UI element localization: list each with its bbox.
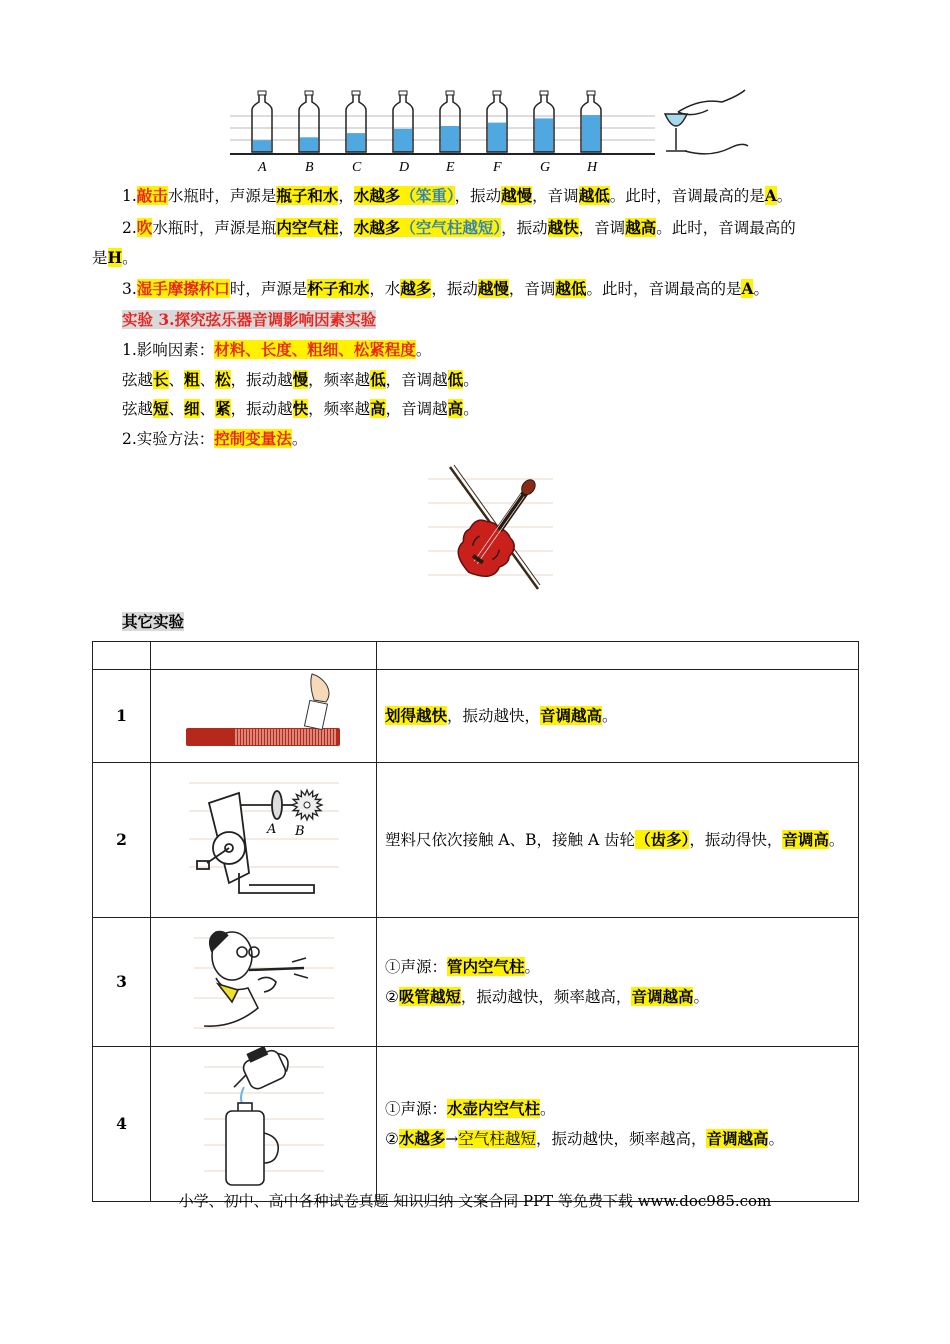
- hand-icon: [678, 90, 748, 154]
- desc-segment: 音调越高: [706, 1129, 769, 1148]
- desc-segment: ，振动得快，: [689, 831, 783, 849]
- desc-segment: 水壶内空气柱: [447, 1099, 541, 1118]
- exp3-method: 2.实验方法：控制变量法。: [122, 429, 308, 448]
- desc-segment: 划得越快: [385, 706, 448, 725]
- bottle-label: B: [305, 160, 314, 175]
- desc-segment: 音调越高: [631, 987, 694, 1006]
- row-desc: [377, 1047, 859, 1202]
- desc-segment: ，振动越快，频率越高，: [460, 988, 632, 1006]
- bottle-icon: [346, 91, 366, 175]
- exp3-line-high: 弦越短、细、紧，振动越快，频率越高，音调越高。: [122, 399, 479, 418]
- other-experiments-table: [92, 641, 859, 1202]
- gear-label-b: B: [294, 824, 305, 839]
- table-row: [93, 1047, 859, 1202]
- bottle-label: C: [352, 160, 362, 175]
- bottle-label: F: [493, 160, 502, 175]
- desc-segment: ①声源：: [385, 958, 448, 976]
- table-row: [93, 763, 859, 918]
- bottle-icon: [581, 91, 601, 175]
- desc-segment: 水越多: [398, 1129, 446, 1148]
- comb-icon: [184, 670, 344, 752]
- strike-action: 敲击: [136, 186, 168, 205]
- bottle-icon: [487, 91, 507, 175]
- exp3-factors: 1.影响因素：材料、长度、粗细、松紧程度。: [122, 340, 432, 359]
- desc-segment: 音调高: [782, 830, 829, 849]
- row-number: 4: [93, 1047, 151, 1202]
- bottle-label: E: [446, 160, 455, 175]
- table-row: [93, 670, 859, 763]
- bottle-icon: [252, 91, 272, 175]
- desc-segment: 管内空气柱: [447, 957, 525, 976]
- desc-segment: 吸管越短: [398, 987, 461, 1006]
- desc-segment: 。: [602, 707, 618, 725]
- desc-segment: 塑料尺依次接触 A、B，接触 A 齿轮: [385, 831, 636, 849]
- exp3-line-low: 弦越长、粗、松，振动越慢，频率越低，音调越低。: [122, 370, 479, 389]
- row-number: 2: [93, 763, 151, 918]
- desc-segment: ①声源：: [385, 1100, 448, 1118]
- exp3-heading: 实验 3.探究弦乐器音调影响因素实验: [122, 310, 377, 329]
- kettle-image: [151, 1047, 377, 1202]
- bottle-icon: [299, 91, 319, 175]
- row-3-desc-line-2: [385, 982, 852, 1012]
- row-number: 1: [93, 670, 151, 763]
- row-desc: [377, 763, 859, 918]
- rub-action: 湿手摩擦杯口: [136, 279, 230, 298]
- desc-segment: ②: [385, 1130, 399, 1148]
- para-2-cont: 是H。: [92, 248, 138, 267]
- desc-segment: 。: [828, 831, 845, 849]
- page-footer: 小学、初中、高中各种试卷真题 知识归纳 文案合同 PPT 等免费下载 www.doc985.com: [178, 1192, 772, 1210]
- bottle-icon: [534, 91, 554, 175]
- bottle-icon: [440, 91, 460, 175]
- straw-whistle-image: [151, 918, 377, 1047]
- row-desc: [377, 670, 859, 763]
- table-row: [93, 918, 859, 1047]
- bottle-icon: [393, 91, 413, 175]
- desc-segment: ②: [385, 988, 399, 1006]
- wine-glass-icon: [665, 114, 687, 151]
- row-1-desc: [385, 707, 618, 725]
- bottles-svg: [230, 88, 750, 178]
- row-2-desc: [385, 831, 844, 849]
- gear-label-a: A: [266, 822, 276, 837]
- other-heading: 其它实验: [122, 612, 185, 631]
- bottle-label: D: [399, 160, 410, 175]
- gear-crank-icon: [189, 763, 339, 907]
- desc-segment: ，振动越快，频率越高，: [535, 1130, 707, 1148]
- para-1: 1.敲击水瓶时，声源是瓶子和水，水越多（笨重），振动越慢，音调越低。此时，音调最高的是A。: [122, 186, 793, 205]
- desc-segment: →: [445, 1130, 459, 1148]
- desc-segment: 。: [524, 958, 541, 976]
- desc-segment: 。: [540, 1100, 556, 1118]
- para-3: 3.湿手摩擦杯口时，声源是杯子和水，水越多，振动越慢，音调越低。此时，音调最高的是A。: [122, 279, 769, 298]
- desc-segment: （齿多）: [635, 830, 690, 849]
- para-2: 2.吹水瓶时，声源是瓶内空气柱，水越多（空气柱越短），振动越快，音调越高。此时，音调最高的: [122, 218, 796, 237]
- row-desc: [377, 918, 859, 1047]
- desc-segment: 音调越高: [540, 706, 603, 725]
- person-blowing-straw-icon: [194, 918, 334, 1036]
- comb-image: [151, 670, 377, 763]
- gear-apparatus-image: [151, 763, 377, 918]
- bottle-label: H: [587, 160, 598, 175]
- kettle-pouring-icon: [204, 1047, 324, 1191]
- gear-icon: [292, 790, 322, 820]
- row-4-desc-line-1: [385, 1094, 852, 1124]
- violin-image: [428, 457, 553, 599]
- blow-action: 吹: [136, 218, 153, 237]
- table-header-row: [93, 642, 859, 670]
- row-number: 3: [93, 918, 151, 1047]
- row-4-desc-line-2: [385, 1124, 852, 1154]
- desc-segment: ，振动越快，: [447, 707, 541, 725]
- desc-segment: 。: [768, 1130, 784, 1148]
- desc-segment: 。: [693, 988, 709, 1006]
- row-3-desc-line-1: [385, 952, 852, 982]
- bottle-label: G: [540, 160, 551, 175]
- desc-segment: 空气柱越短: [458, 1130, 536, 1148]
- bottle-label: A: [258, 160, 267, 175]
- violin-icon: [428, 457, 553, 599]
- bottles-figure: [230, 88, 750, 178]
